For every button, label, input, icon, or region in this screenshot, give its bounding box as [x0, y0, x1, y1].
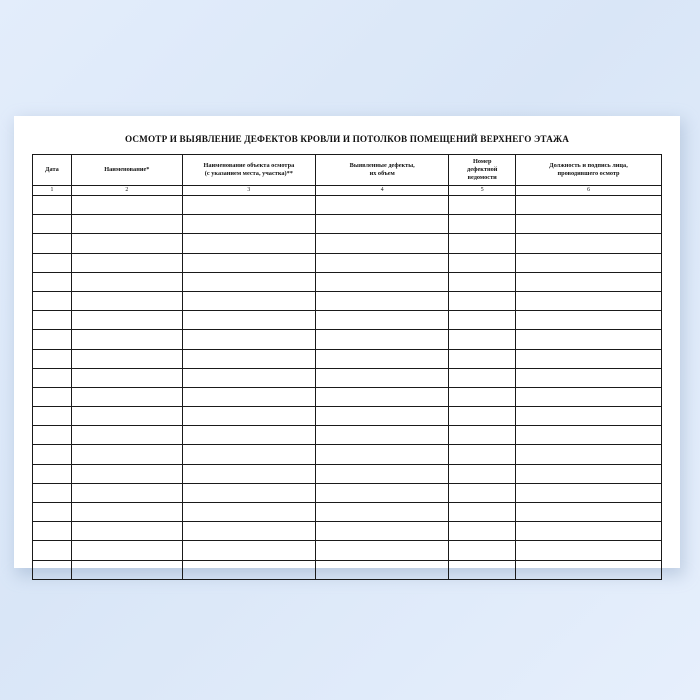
table-cell[interactable] — [316, 330, 449, 349]
table-cell[interactable] — [182, 311, 315, 330]
table-cell[interactable] — [449, 368, 516, 387]
column-header-object-line1: Наименование объекта осмотра — [203, 162, 295, 170]
column-number-3: 3 — [182, 186, 315, 196]
table-cell[interactable] — [449, 349, 516, 368]
column-header-signature-line1: Должность и подпись лица, — [549, 162, 628, 170]
table-cell[interactable] — [316, 349, 449, 368]
column-number-2: 2 — [71, 186, 182, 196]
column-header-date-line1: Дата — [45, 166, 59, 174]
column-number-4: 4 — [316, 186, 449, 196]
inspection-register-table — [32, 154, 662, 580]
table-cell[interactable] — [316, 253, 449, 272]
column-number-row — [33, 186, 662, 196]
table-cell[interactable] — [316, 464, 449, 483]
table-cell[interactable] — [516, 272, 662, 291]
table-cell[interactable] — [516, 196, 662, 215]
table-cell[interactable] — [182, 368, 315, 387]
table-row[interactable] — [33, 483, 662, 502]
table-cell[interactable] — [33, 464, 72, 483]
table-cell[interactable] — [71, 503, 182, 522]
table-cell[interactable] — [182, 483, 315, 502]
table-cell[interactable] — [316, 387, 449, 406]
table-cell[interactable] — [71, 368, 182, 387]
table-cell[interactable] — [316, 311, 449, 330]
table-cell[interactable] — [516, 330, 662, 349]
table-cell[interactable] — [71, 426, 182, 445]
table-cell[interactable] — [182, 503, 315, 522]
table-cell[interactable] — [316, 407, 449, 426]
column-header-defects-line1: Выявленные дефекты, — [349, 162, 415, 170]
table-cell[interactable] — [516, 560, 662, 579]
table-cell[interactable] — [71, 522, 182, 541]
column-header-object — [182, 155, 315, 186]
table-cell[interactable] — [449, 503, 516, 522]
table-cell[interactable] — [449, 311, 516, 330]
table-row[interactable] — [33, 407, 662, 426]
table-cell[interactable] — [516, 215, 662, 234]
table-cell[interactable] — [71, 560, 182, 579]
table-row[interactable] — [33, 330, 662, 349]
column-header-name-line1: Наименование* — [104, 166, 150, 174]
table-cell[interactable] — [516, 253, 662, 272]
table-cell[interactable] — [316, 426, 449, 445]
table-cell[interactable] — [33, 522, 72, 541]
table-cell[interactable] — [33, 291, 72, 310]
table-cell[interactable] — [182, 349, 315, 368]
table-cell[interactable] — [71, 407, 182, 426]
table-cell[interactable] — [71, 196, 182, 215]
table-cell[interactable] — [182, 407, 315, 426]
table-cell[interactable] — [316, 215, 449, 234]
table-row[interactable] — [33, 253, 662, 272]
table-cell[interactable] — [316, 196, 449, 215]
table-cell[interactable] — [316, 503, 449, 522]
table-row[interactable] — [33, 522, 662, 541]
table-cell[interactable] — [71, 253, 182, 272]
table-cell[interactable] — [516, 387, 662, 406]
table-cell[interactable] — [316, 445, 449, 464]
table-cell[interactable] — [182, 387, 315, 406]
table-cell[interactable] — [516, 234, 662, 253]
table-cell[interactable] — [33, 368, 72, 387]
column-header-statement-number-line3: ведомости — [467, 173, 497, 181]
table-cell[interactable] — [516, 445, 662, 464]
table-cell[interactable] — [71, 483, 182, 502]
table-row[interactable] — [33, 272, 662, 291]
column-number-5: 5 — [449, 186, 516, 196]
table-cell[interactable] — [182, 291, 315, 310]
table-cell[interactable] — [33, 330, 72, 349]
table-cell[interactable] — [316, 541, 449, 560]
table-cell[interactable] — [71, 387, 182, 406]
table-cell[interactable] — [449, 330, 516, 349]
table-cell[interactable] — [71, 541, 182, 560]
column-header-date — [33, 155, 72, 186]
table-row[interactable] — [33, 368, 662, 387]
table-cell[interactable] — [516, 483, 662, 502]
table-cell[interactable] — [449, 407, 516, 426]
column-header-statement-number-line1: Номер — [472, 158, 492, 166]
table-cell[interactable] — [449, 215, 516, 234]
table-cell[interactable] — [316, 560, 449, 579]
table-body — [33, 196, 662, 580]
table-cell[interactable] — [516, 522, 662, 541]
table-cell[interactable] — [182, 522, 315, 541]
table-cell[interactable] — [182, 272, 315, 291]
column-header-defects — [316, 155, 449, 186]
table-cell[interactable] — [449, 291, 516, 310]
table-cell[interactable] — [316, 234, 449, 253]
table-row[interactable] — [33, 215, 662, 234]
table-cell[interactable] — [182, 234, 315, 253]
table-cell[interactable] — [449, 387, 516, 406]
table-cell[interactable] — [33, 426, 72, 445]
table-cell[interactable] — [71, 445, 182, 464]
table-row[interactable] — [33, 387, 662, 406]
table-row[interactable] — [33, 311, 662, 330]
table-cell[interactable] — [516, 407, 662, 426]
table-cell[interactable] — [516, 503, 662, 522]
table-cell[interactable] — [33, 215, 72, 234]
column-header-statement-number — [449, 155, 516, 186]
table-cell[interactable] — [182, 253, 315, 272]
table-cell[interactable] — [33, 560, 72, 579]
table-cell[interactable] — [33, 503, 72, 522]
table-row[interactable] — [33, 560, 662, 579]
table-cell[interactable] — [182, 445, 315, 464]
column-header-object-line2: (с указанием места, участка)** — [204, 170, 293, 178]
table-cell[interactable] — [516, 464, 662, 483]
table-row[interactable] — [33, 234, 662, 253]
document-page — [14, 116, 680, 568]
table-cell[interactable] — [182, 464, 315, 483]
column-header-signature — [516, 155, 662, 186]
table-cell[interactable] — [71, 464, 182, 483]
table-row[interactable] — [33, 541, 662, 560]
column-header-signature-line2: проводившего осмотр — [557, 170, 620, 178]
table-cell[interactable] — [33, 483, 72, 502]
table-row[interactable] — [33, 464, 662, 483]
column-header-name — [71, 155, 182, 186]
table-cell[interactable] — [71, 291, 182, 310]
table-row[interactable] — [33, 349, 662, 368]
table-cell[interactable] — [33, 196, 72, 215]
table-cell[interactable] — [516, 291, 662, 310]
table-cell[interactable] — [33, 387, 72, 406]
table-cell[interactable] — [33, 234, 72, 253]
column-header-defects-line2: их объем — [369, 170, 395, 178]
table-cell[interactable] — [449, 426, 516, 445]
table-cell[interactable] — [33, 407, 72, 426]
table-cell[interactable] — [33, 445, 72, 464]
table-cell[interactable] — [182, 426, 315, 445]
table-cell[interactable] — [516, 349, 662, 368]
table-cell[interactable] — [71, 311, 182, 330]
table-cell[interactable] — [316, 291, 449, 310]
table-cell[interactable] — [516, 311, 662, 330]
table-row[interactable] — [33, 445, 662, 464]
column-number-6: 6 — [516, 186, 662, 196]
table-cell[interactable] — [71, 330, 182, 349]
table-cell[interactable] — [33, 541, 72, 560]
column-number-1: 1 — [33, 186, 72, 196]
table-cell[interactable] — [71, 349, 182, 368]
table-cell[interactable] — [33, 253, 72, 272]
header-row — [33, 155, 662, 186]
table-cell[interactable] — [449, 253, 516, 272]
table-cell[interactable] — [449, 196, 516, 215]
table-cell[interactable] — [516, 426, 662, 445]
table-row[interactable] — [33, 426, 662, 445]
table-cell[interactable] — [316, 522, 449, 541]
table-cell[interactable] — [33, 311, 72, 330]
table-cell[interactable] — [449, 464, 516, 483]
table-cell[interactable] — [182, 215, 315, 234]
table-cell[interactable] — [516, 541, 662, 560]
column-header-statement-number-line2: дефектной — [467, 166, 498, 174]
table-cell[interactable] — [182, 541, 315, 560]
table-cell[interactable] — [449, 272, 516, 291]
table-cell[interactable] — [449, 560, 516, 579]
table-cell[interactable] — [449, 483, 516, 502]
table-cell[interactable] — [71, 234, 182, 253]
table-row[interactable] — [33, 196, 662, 215]
table-cell[interactable] — [449, 234, 516, 253]
table-cell[interactable] — [316, 483, 449, 502]
table-cell[interactable] — [449, 522, 516, 541]
table-cell[interactable] — [449, 445, 516, 464]
table-cell[interactable] — [182, 560, 315, 579]
table-cell[interactable] — [71, 272, 182, 291]
table-cell[interactable] — [71, 215, 182, 234]
table-row[interactable] — [33, 291, 662, 310]
table-cell[interactable] — [449, 541, 516, 560]
table-header — [33, 155, 662, 196]
table-cell[interactable] — [33, 272, 72, 291]
table-cell[interactable] — [182, 330, 315, 349]
table-cell[interactable] — [182, 196, 315, 215]
table-cell[interactable] — [316, 368, 449, 387]
table-cell[interactable] — [316, 272, 449, 291]
table-row[interactable] — [33, 503, 662, 522]
page-title: ОСМОТР И ВЫЯВЛЕНИЕ ДЕФЕКТОВ КРОВЛИ И ПОТОЛКОВ ПОМЕЩЕНИЙ ВЕРХНЕГО ЭТАЖА — [124, 134, 569, 144]
table-cell[interactable] — [516, 368, 662, 387]
table-cell[interactable] — [33, 349, 72, 368]
